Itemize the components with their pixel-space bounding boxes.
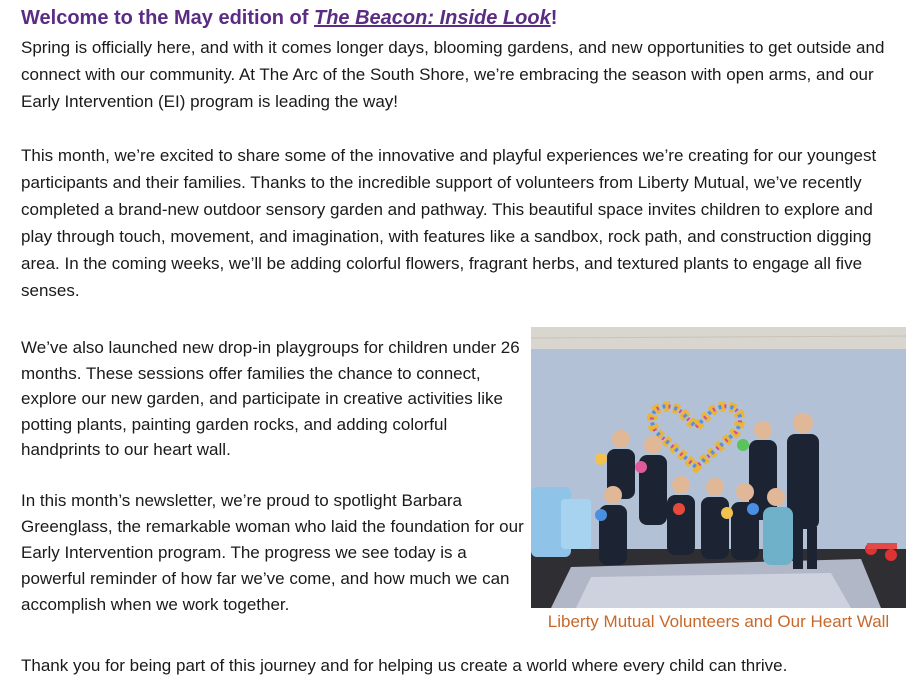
volunteers-photo [531,327,906,608]
volunteers-heart-wall-image [531,327,906,608]
photo-caption: Liberty Mutual Volunteers and Our Heart Wall [547,612,890,631]
closing-paragraph: Thank you for being part of this journey and for helping us create a world where every child can thrive. [21,656,788,675]
playgroups-paragraph: We’ve also launched new drop-in playgroups for children under 26 months. These sessions offer families the chance to connect, explore our new garden, and participate in creative activities like potting plants, painting garden rocks, and adding colorful handprints to our heart wall. [21,338,520,459]
newsletter-heading [21,7,557,30]
intro-paragraph: Spring is officially here, and with it comes longer days, blooming gardens, and new opportunities to get outside and connect with our community. At The Arc of the South Shore, we’re embracing the season with open arms, and our Early Intervention (EI) program is leading the way! [21,38,885,111]
heading-punctuation: ! [550,7,558,29]
heading-intro: Welcome to the May edition of [21,7,314,29]
publication-title-link[interactable]: The Beacon: Inside Look [314,7,551,29]
sensory-garden-paragraph: This month, we’re excited to share some of the innovative and playful experiences we’re creating for our youngest participants and their families. Thanks to the incredible support of volunteers from Liberty Mutual, we’ve recently completed a brand-new outdoor sensory garden and pathway. This beautiful space invites children to explore and play through touch, movement, and imagination, with features like a sandbox, rock path, and construction digging area. In the coming weeks, we’ll be adding colorful flowers, fragrant herbs, and textured plants to engage all five senses. [21,146,877,300]
spotlight-paragraph: In this month’s newsletter, we’re proud to spotlight Barbara Greenglass, the remarkable woman who laid the foundation for our Early Intervention program. The progress we see today is a powerful reminder of how far we’ve come, and how much we can accomplish when we work together. [21,491,524,614]
